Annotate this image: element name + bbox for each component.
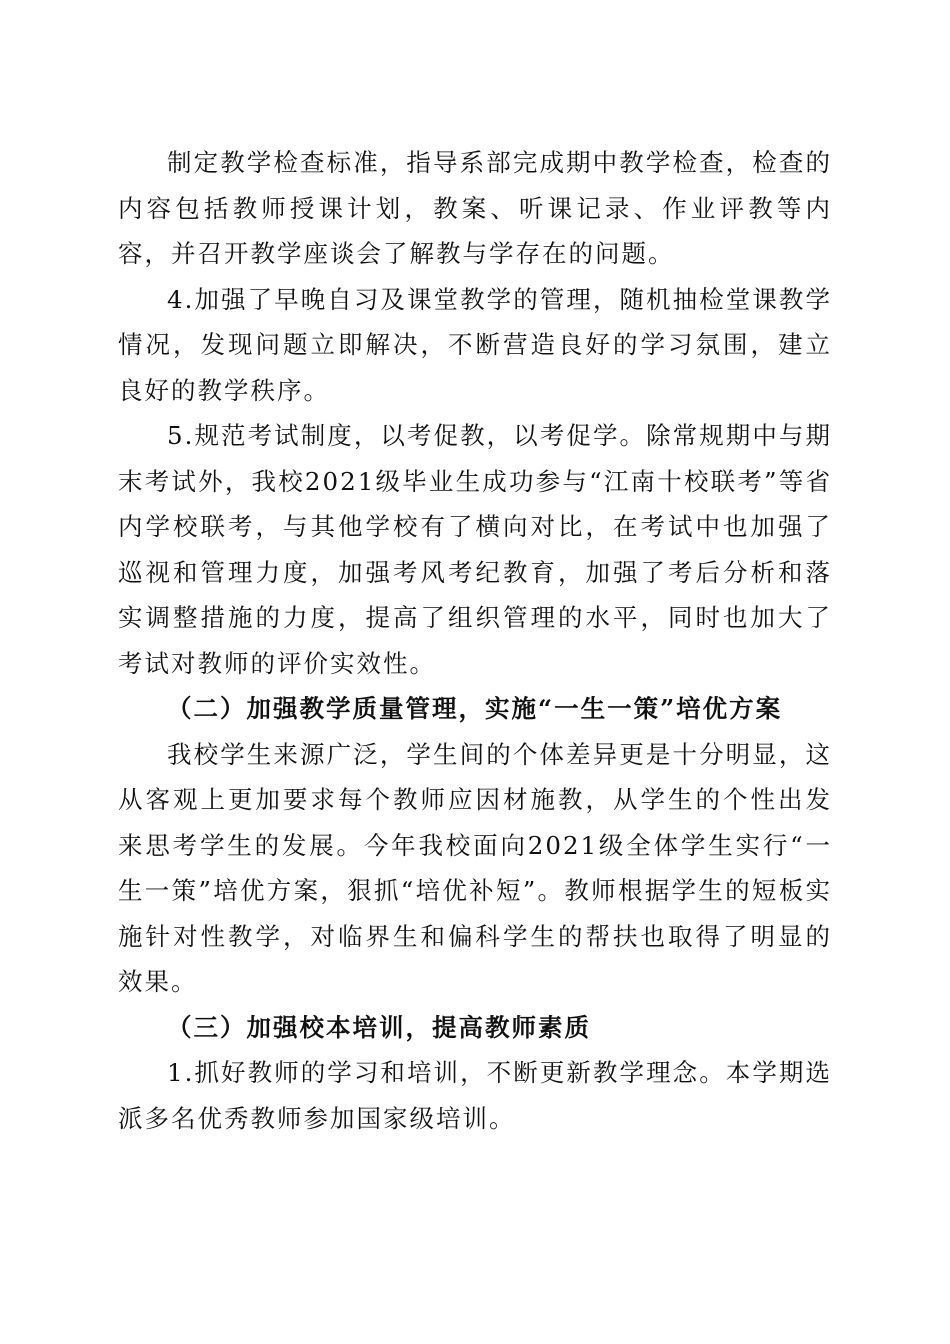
paragraph-item-4-study-management: 4.加强了早晚自习及课堂教学的管理，随机抽检堂课教学情况，发现问题立即解决，不断营造良好的学习氛围，建立良好的教学秩序。 (118, 284, 832, 405)
paragraph-item-5-exam-system: 5.规范考试制度，以考促教，以考促学。除常规期中与期末考试外，我校2021级毕业生成功参与“江南十校联考”等省内学校联考，与其他学校有了横向对比，在考试中也加强了巡视和管理力度，加强考风考纪教育，加强了考后分析和落实调整措施的力度，提高了组织管理的水平，同时也加大了考试对教师的评价实效性。 (118, 421, 832, 678)
paragraph-item-1-teacher-training: 1.抓好教师的学习和培训，不断更新教学理念。本学期选派多名优秀教师参加国家级培训。 (118, 1058, 832, 1133)
section-heading-quality-management: （二）加强教学质量管理，实施“一生一策”培优方案 (167, 694, 783, 723)
section-heading-teacher-training: （三）加强校本培训，提高教师素质 (167, 1012, 591, 1042)
document-body (118, 140, 832, 1141)
paragraph-inspection-standards: 制定教学检查标准，指导系部完成期中教学检查，检查的内容包括教师授课计划，教案、听课记录、作业评教等内容，并召开教学座谈会了解教与学存在的问题。 (118, 148, 832, 268)
paragraph-one-student-one-plan: 我校学生来源广泛，学生间的个体差异更是十分明显，这从客观上更加要求每个教师应因材施教，从学生的个性出发来思考学生的发展。今年我校面向2021级全体学生实行“一生一策”培优方案，狠抓“培优补短”。教师根据学生的短板实施针对性教学，对临界生和偏科学生的帮扶也取得了明显的效果。 (118, 739, 832, 996)
